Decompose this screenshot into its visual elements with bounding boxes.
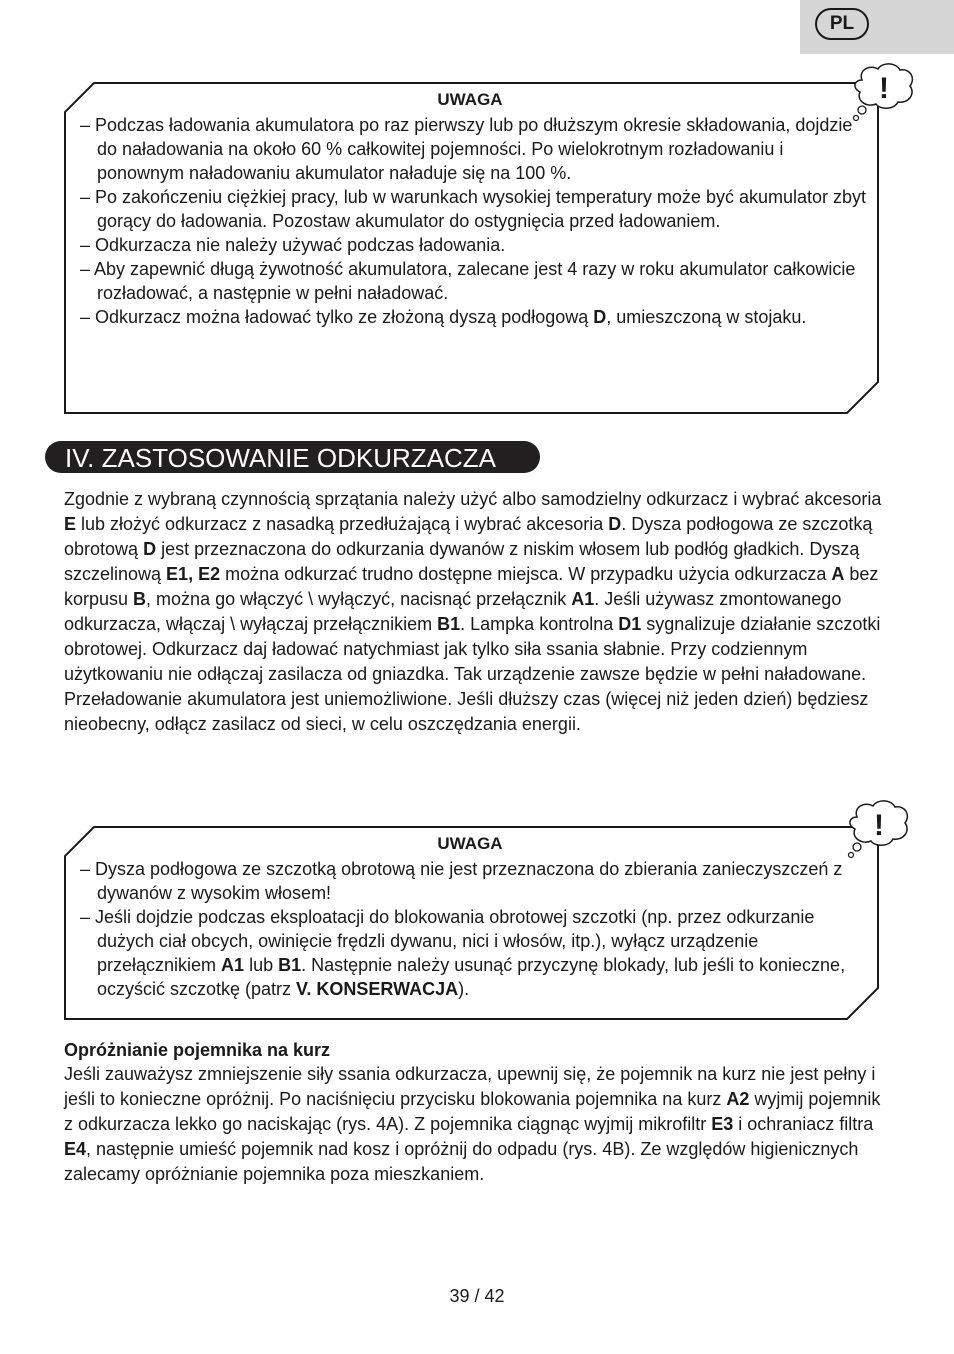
svg-text:!: ! — [879, 72, 889, 105]
note-item: – Po zakończeniu ciężkiej pracy, lub w warunkach wysokiej temperatury może być akumulator zbyt gorący do ładowania. Pozostaw akumulator do ostygnięcia przed ładowaniem. — [80, 185, 870, 233]
section-heading-text: IV. ZASTOSOWANIE ODKURZACZA — [65, 443, 496, 473]
note-title: UWAGA — [437, 90, 503, 109]
note-item: – Odkurzacza nie należy używać podczas ładowania. — [80, 233, 870, 257]
warning-note-1 — [64, 82, 880, 414]
language-badge: PL — [815, 8, 869, 40]
note-item: – Jeśli dojdzie podczas eksploatacji do blokowania obrotowej szczotki (np. przez odkurzanie dużych ciał obcych, owinięcie frędzli dywanu, nici i włosów, itp.), wyłącz urządzenie przełącznikiem A1 lub B1. Następnie należy usunąć przyczynę blokady, lub jeśli to konieczne, oczyścić szczotkę (patrz V. KONSERWACJA). — [80, 905, 870, 1001]
warning-note-2 — [64, 826, 880, 1020]
note-list — [80, 113, 870, 329]
emptying-heading: Opróżnianie pojemnika na kurz — [64, 1040, 331, 1060]
page-number: 39 / 42 — [449, 1286, 505, 1306]
note-item: – Podczas ładowania akumulatora po raz pierwszy lub po dłuższym okresie składowania, dojdzie do naładowania na około 60 % całkowitej pojemności. Po wielokrotnym rozładowaniu i ponownym naładowaniu akumulator naładuje się na 100 %. — [80, 113, 870, 185]
svg-text:!: ! — [874, 809, 884, 842]
note-item: – Odkurzacz można ładować tylko ze złożoną dyszą podłogową D, umieszczoną w stojaku. — [80, 305, 870, 329]
usage-paragraph: Zgodnie z wybraną czynnością sprzątania należy użyć albo samodzielny odkurzacz i wybrać akcesoria E lub złożyć odkurzacz z nasadką przedłużającą i wybrać akcesoria D. Dysza podłogowa ze szczotką obrotową D jest przeznaczona do odkurzania dywanów z niskim włosem lub podłóg gładkich. Dyszą szczelinową E1, E2 można odkurzać trudno dostępne miejsca. W przypadku użycia odkurzacza A bez korpusu B, można go włączyć \ wyłączyć, nacisnąć przełącznik A1. Jeśli używasz zmontowanego odkurzacza, włączaj \ wyłączaj przełącznikiem B1. Lampka kontrolna D1 sygnalizuje działanie szczotki obrotowej. Odkurzacz daj ładować natychmiast jak tylko siła ssania słabnie. Przy codziennym użytkowaniu nie odłączaj zasilacza od gniazdka. Tak urządzenie zawsze będzie w pełni naładowane. Przeładowanie akumulatora jest uniemożliwione. Jeśli dłuższy czas (więcej niż jeden dzień) będziesz nieobecny, odłącz zasilacz od sieci, w celu oszczędzania energii. — [64, 489, 882, 734]
note-item: – Aby zapewnić długą żywotność akumulatora, zalecane jest 4 razy w roku akumulator całkowicie rozładować, a następnie w pełni naładować. — [80, 257, 870, 305]
exclamation-bubble-icon — [845, 797, 913, 863]
note-item: – Dysza podłogowa ze szczotką obrotową nie jest przeznaczona do zbierania zanieczyszczeń z dywanów z wysokim włosem! — [80, 857, 870, 905]
section-heading — [45, 441, 540, 473]
note-title: UWAGA — [437, 834, 503, 853]
exclamation-bubble-icon — [850, 60, 918, 126]
language-tab — [800, 0, 954, 54]
emptying-paragraph: Jeśli zauważysz zmniejszenie siły ssania odkurzacza, upewnij się, że pojemnik na kurz nie jest pełny i jeśli to konieczne opróżnij. Po naciśnięciu przycisku blokowania pojemnika na kurz A2 wyjmij pojemnik z odkurzacza lekko go naciskając (rys. 4A). Z pojemnika ciągnąc wyjmij mikrofiltr E3 i ochraniacz filtra E4, następnie umieść pojemnik nad kosz i opróżnij do odpadu (rys. 4B). Ze względów higienicznych zalecamy opróżnianie pojemnika poza mieszkaniem. — [64, 1064, 881, 1184]
note-list — [80, 857, 870, 1001]
